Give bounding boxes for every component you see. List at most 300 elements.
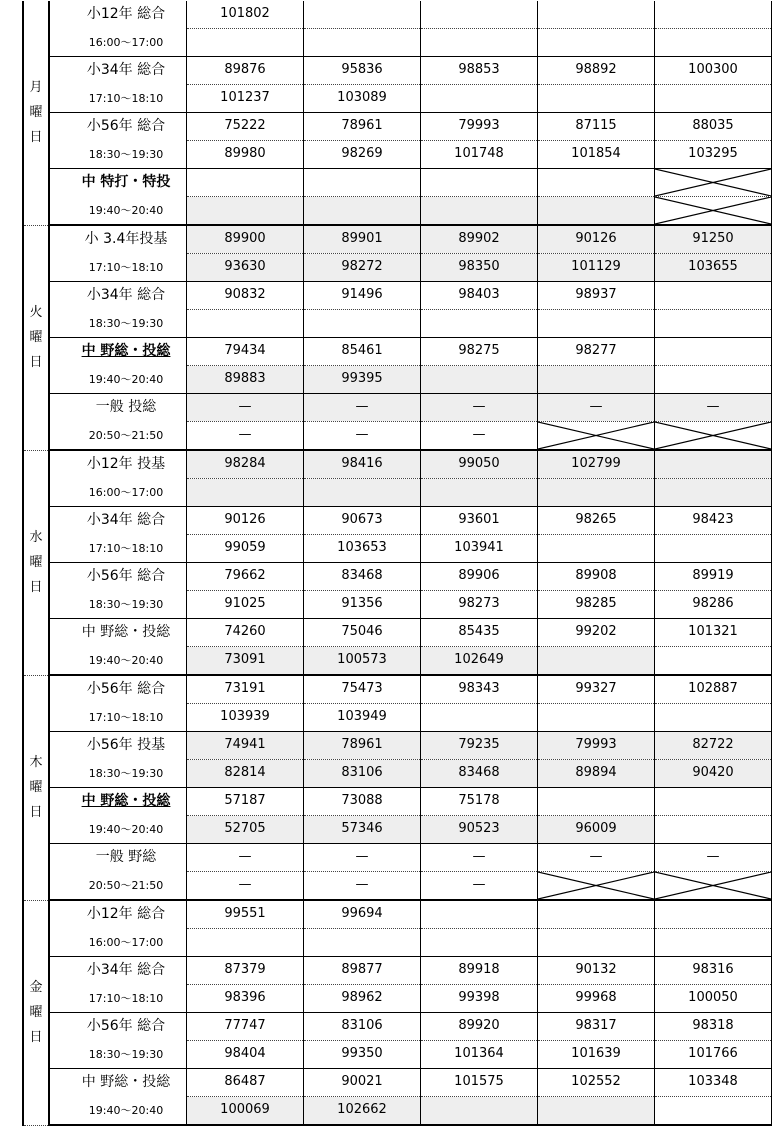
member-number-cell <box>421 619 538 647</box>
day-label <box>23 225 49 450</box>
class-name-cell <box>49 113 187 141</box>
member-number-cell <box>304 929 421 957</box>
member-number: 98423 <box>692 512 734 527</box>
member-number-cell <box>538 535 655 563</box>
member-number: 99694 <box>341 906 383 921</box>
member-number: 77747 <box>224 1018 266 1033</box>
member-number: 93601 <box>458 512 500 527</box>
member-number-cell <box>421 732 538 760</box>
member-number: — <box>238 849 252 864</box>
table-row <box>23 282 772 310</box>
member-number: 99050 <box>458 456 500 471</box>
member-number: 101237 <box>220 90 270 105</box>
member-number: 90021 <box>341 1074 383 1089</box>
member-number: 95836 <box>341 62 383 77</box>
table-row <box>23 1 772 29</box>
class-name-cell <box>49 675 187 704</box>
unavailable-cell <box>655 169 772 197</box>
table-row <box>23 844 772 872</box>
class-name: 小12年 投基 <box>86 456 166 472</box>
member-number: 100050 <box>688 990 738 1005</box>
table-row <box>23 591 772 619</box>
member-number-cell <box>421 929 538 957</box>
table-row <box>23 450 772 479</box>
member-number-cell <box>538 225 655 254</box>
class-time: 18:30～19:30 <box>88 1047 164 1061</box>
member-number-cell <box>655 900 772 929</box>
member-number: 99327 <box>575 681 617 696</box>
class-time: 18:30～19:30 <box>88 316 164 330</box>
member-number: 98277 <box>575 343 617 358</box>
class-time: 17:10～18:10 <box>88 710 164 724</box>
table-row <box>23 1041 772 1069</box>
table-row <box>23 900 772 929</box>
member-number-cell <box>304 563 421 591</box>
member-number: 98350 <box>458 259 500 274</box>
member-number-cell <box>304 422 421 451</box>
member-number: — <box>589 849 603 864</box>
member-number: 98285 <box>575 596 617 611</box>
member-number: 98343 <box>458 681 500 696</box>
member-number: 98273 <box>458 596 500 611</box>
member-number: 101321 <box>688 624 738 639</box>
member-number-cell <box>655 338 772 366</box>
member-number-cell <box>655 450 772 479</box>
class-name: 小34年 総合 <box>86 62 166 78</box>
member-number: 98269 <box>341 146 383 161</box>
member-number-cell <box>304 113 421 141</box>
member-number-cell <box>304 1013 421 1041</box>
class-name: 小56年 投基 <box>86 737 166 753</box>
class-time-cell <box>49 366 187 394</box>
member-number-cell <box>187 816 304 844</box>
member-number-cell <box>187 900 304 929</box>
cross-mark-icon <box>538 872 654 899</box>
table-row <box>23 647 772 676</box>
member-number-cell <box>304 591 421 619</box>
member-number-cell <box>538 816 655 844</box>
member-number: 75046 <box>341 624 383 639</box>
member-number-cell <box>655 985 772 1013</box>
member-number: 90126 <box>224 512 266 527</box>
member-number-cell <box>538 197 655 226</box>
member-number-cell <box>421 479 538 507</box>
member-number-cell <box>304 732 421 760</box>
table-row <box>23 169 772 197</box>
member-number: 85461 <box>341 343 383 358</box>
class-name-cell <box>49 507 187 535</box>
member-number: 100573 <box>337 652 387 667</box>
member-number-cell <box>538 29 655 57</box>
member-number: — <box>472 399 486 414</box>
member-number: 74941 <box>224 737 266 752</box>
cross-mark-icon <box>538 422 654 449</box>
class-name: 小56年 総合 <box>86 681 166 697</box>
table-row <box>23 957 772 985</box>
member-number: 98396 <box>224 990 266 1005</box>
member-number-cell <box>187 535 304 563</box>
member-number: 101766 <box>688 1046 738 1061</box>
class-time: 19:40～20:40 <box>88 372 164 386</box>
member-number-cell <box>538 591 655 619</box>
class-time: 16:00～17:00 <box>88 485 164 499</box>
member-number-cell <box>538 704 655 732</box>
member-number-cell <box>187 957 304 985</box>
member-number-cell <box>538 507 655 535</box>
member-number: 90420 <box>692 765 734 780</box>
member-number: 89906 <box>458 568 500 583</box>
class-name: 小56年 総合 <box>86 1018 166 1034</box>
member-number: 103295 <box>688 146 738 161</box>
member-number-cell <box>655 394 772 422</box>
class-time-cell <box>49 1097 187 1126</box>
table-row <box>23 1013 772 1041</box>
member-number-cell <box>187 1097 304 1126</box>
member-number-cell <box>421 675 538 704</box>
member-number-cell <box>304 310 421 338</box>
class-time: 18:30～19:30 <box>88 597 164 611</box>
member-number-cell <box>538 57 655 85</box>
member-number: 89920 <box>458 1018 500 1033</box>
class-name: 一般 野総 <box>95 849 157 865</box>
member-number-cell <box>538 113 655 141</box>
member-number-cell <box>187 647 304 676</box>
member-number: 101129 <box>571 259 621 274</box>
member-number: 75473 <box>341 681 383 696</box>
member-number-cell <box>421 507 538 535</box>
class-time: 19:40～20:40 <box>88 203 164 217</box>
day-label-text: 水曜日 <box>29 530 43 595</box>
member-number-cell <box>421 816 538 844</box>
class-name-cell <box>49 169 187 197</box>
member-number-cell <box>655 704 772 732</box>
class-name-cell <box>49 1013 187 1041</box>
member-number-cell <box>304 338 421 366</box>
member-number-cell <box>304 394 421 422</box>
member-number: 91356 <box>341 596 383 611</box>
member-number-cell <box>421 450 538 479</box>
member-number: — <box>706 849 720 864</box>
member-number-cell <box>304 704 421 732</box>
table-row <box>23 57 772 85</box>
table-row <box>23 113 772 141</box>
member-number-cell <box>655 366 772 394</box>
cross-mark-icon <box>655 169 771 196</box>
member-number: 98316 <box>692 962 734 977</box>
member-number-cell <box>187 760 304 788</box>
member-number-cell <box>421 338 538 366</box>
member-number-cell <box>187 1013 304 1041</box>
member-number-cell <box>655 535 772 563</box>
member-number: 102662 <box>337 1102 387 1117</box>
member-number: 99202 <box>575 624 617 639</box>
class-name: 小56年 総合 <box>86 118 166 134</box>
member-number-cell <box>421 85 538 113</box>
member-number: 75178 <box>458 793 500 808</box>
member-number-cell <box>421 422 538 451</box>
member-number: 85435 <box>458 624 500 639</box>
day-label-text: 月曜日 <box>29 80 43 146</box>
member-number: — <box>472 877 486 892</box>
class-time-cell <box>49 197 187 226</box>
class-time: 17:10～18:10 <box>88 541 164 555</box>
member-number: 100300 <box>688 62 738 77</box>
member-number-cell <box>655 310 772 338</box>
member-number-cell <box>655 732 772 760</box>
class-time: 17:10～18:10 <box>88 260 164 274</box>
member-number-cell <box>655 760 772 788</box>
member-number-cell <box>187 704 304 732</box>
member-number-cell <box>538 985 655 1013</box>
class-time-cell <box>49 254 187 282</box>
member-number-cell <box>421 563 538 591</box>
member-number: 90832 <box>224 287 266 302</box>
member-number-cell <box>304 1 421 29</box>
member-number-cell <box>421 1069 538 1097</box>
class-time-cell <box>49 535 187 563</box>
class-time-cell <box>49 816 187 844</box>
member-number-cell <box>187 57 304 85</box>
member-number-cell <box>304 1041 421 1069</box>
class-time-cell <box>49 704 187 732</box>
member-number-cell <box>655 141 772 169</box>
member-number: 98892 <box>575 62 617 77</box>
member-number-cell <box>187 29 304 57</box>
member-number-cell <box>304 647 421 676</box>
table-row <box>23 788 772 816</box>
member-number: 52705 <box>224 821 266 836</box>
member-number: 89883 <box>224 371 266 386</box>
member-number-cell <box>304 788 421 816</box>
day-label-text: 木曜日 <box>29 755 43 820</box>
class-name: 小12年 総合 <box>86 906 166 922</box>
class-time-cell <box>49 872 187 901</box>
member-number-cell <box>304 197 421 226</box>
member-number-cell <box>421 197 538 226</box>
member-number: 78961 <box>341 737 383 752</box>
class-name-cell <box>49 900 187 929</box>
member-number: 98286 <box>692 596 734 611</box>
member-number-cell <box>538 310 655 338</box>
member-number: 89908 <box>575 568 617 583</box>
member-number-cell <box>187 85 304 113</box>
member-number-cell <box>187 282 304 310</box>
table-row <box>23 704 772 732</box>
day-label <box>23 1 49 225</box>
member-number-cell <box>421 591 538 619</box>
member-number: 89876 <box>224 62 266 77</box>
member-number: 98275 <box>458 343 500 358</box>
member-number: 89900 <box>224 231 266 246</box>
member-number-cell <box>421 760 538 788</box>
member-number-cell <box>187 563 304 591</box>
member-number-cell <box>421 57 538 85</box>
table-row <box>23 225 772 254</box>
member-number: 98403 <box>458 287 500 302</box>
member-number-cell <box>538 844 655 872</box>
class-time-cell <box>49 591 187 619</box>
member-number-cell <box>538 1097 655 1126</box>
class-time: 16:00～17:00 <box>88 35 164 49</box>
member-number-cell <box>655 816 772 844</box>
table-row <box>23 619 772 647</box>
class-name: 中 野総・投総 <box>81 793 171 809</box>
member-number-cell <box>421 254 538 282</box>
member-number: 83106 <box>341 1018 383 1033</box>
member-number: 89902 <box>458 231 500 246</box>
member-number: 99059 <box>224 540 266 555</box>
member-number-cell <box>304 254 421 282</box>
member-number: 91496 <box>341 287 383 302</box>
class-name-cell <box>49 619 187 647</box>
member-number-cell <box>304 1097 421 1126</box>
member-number-cell <box>304 872 421 901</box>
member-number: 99395 <box>341 371 383 386</box>
table-row <box>23 254 772 282</box>
member-number-cell <box>538 169 655 197</box>
member-number: 90132 <box>575 962 617 977</box>
member-number-cell <box>421 704 538 732</box>
member-number-cell <box>655 254 772 282</box>
member-number: 103939 <box>220 709 270 724</box>
member-number-cell <box>304 957 421 985</box>
member-number-cell <box>187 169 304 197</box>
member-number-cell <box>538 647 655 676</box>
member-number-cell <box>421 1 538 29</box>
unavailable-cell <box>655 197 772 226</box>
unavailable-cell <box>538 872 655 901</box>
table-row <box>23 366 772 394</box>
member-number: 89918 <box>458 962 500 977</box>
member-number: 98416 <box>341 456 383 471</box>
member-number-cell <box>655 591 772 619</box>
table-row <box>23 1097 772 1126</box>
member-number: 79434 <box>224 343 266 358</box>
member-number-cell <box>421 957 538 985</box>
member-number-cell <box>538 366 655 394</box>
member-number-cell <box>421 225 538 254</box>
member-number: 89919 <box>692 568 734 583</box>
class-time: 18:30～19:30 <box>88 147 164 161</box>
table-row <box>23 422 772 451</box>
member-number: — <box>238 877 252 892</box>
member-number-cell <box>655 57 772 85</box>
member-number-cell <box>538 450 655 479</box>
day-label <box>23 450 49 675</box>
member-number-cell <box>655 1097 772 1126</box>
unavailable-cell <box>655 422 772 451</box>
member-number-cell <box>538 619 655 647</box>
table-row <box>23 929 772 957</box>
class-name-cell <box>49 1069 187 1097</box>
member-number-cell <box>187 366 304 394</box>
member-number: 73091 <box>224 652 266 667</box>
day-label-text: 金曜日 <box>29 980 43 1045</box>
class-time-cell <box>49 760 187 788</box>
member-number: 101802 <box>220 6 270 21</box>
member-number-cell <box>421 647 538 676</box>
member-number: 88035 <box>692 118 734 133</box>
member-number-cell <box>304 760 421 788</box>
member-number-cell <box>538 563 655 591</box>
unavailable-cell <box>655 872 772 901</box>
class-name-cell <box>49 57 187 85</box>
table-row <box>23 535 772 563</box>
member-number-cell <box>187 619 304 647</box>
class-time-cell <box>49 647 187 676</box>
member-number-cell <box>187 394 304 422</box>
class-name-cell <box>49 338 187 366</box>
member-number-cell <box>538 929 655 957</box>
class-name-cell <box>49 732 187 760</box>
member-number: 102799 <box>571 456 621 471</box>
member-number-cell <box>187 422 304 451</box>
class-time: 19:40～20:40 <box>88 1103 164 1117</box>
member-number: 89901 <box>341 231 383 246</box>
table-row <box>23 85 772 113</box>
class-name-cell <box>49 282 187 310</box>
member-number-cell <box>187 479 304 507</box>
member-number: 101364 <box>454 1046 504 1061</box>
member-number-cell <box>421 29 538 57</box>
class-name-cell <box>49 788 187 816</box>
table-row <box>23 338 772 366</box>
member-number-cell <box>304 900 421 929</box>
member-number: 91025 <box>224 596 266 611</box>
class-name: 中 野総・投総 <box>81 1074 171 1090</box>
member-number-cell <box>304 816 421 844</box>
table-row <box>23 394 772 422</box>
member-number: 90126 <box>575 231 617 246</box>
class-name: 小34年 総合 <box>86 962 166 978</box>
table-row <box>23 1069 772 1097</box>
member-number-cell <box>421 872 538 901</box>
member-number-cell <box>655 647 772 676</box>
member-number-cell <box>538 1013 655 1041</box>
member-number: 101639 <box>571 1046 621 1061</box>
member-number: — <box>472 427 486 442</box>
member-number-cell <box>655 1 772 29</box>
member-number: 79662 <box>224 568 266 583</box>
member-number: 73088 <box>341 793 383 808</box>
cross-mark-icon <box>655 422 771 449</box>
member-number: 101854 <box>571 146 621 161</box>
table-row <box>23 675 772 704</box>
member-number-cell <box>421 1041 538 1069</box>
schedule-table <box>22 1 772 1126</box>
member-number-cell <box>538 1 655 29</box>
member-number-cell <box>655 225 772 254</box>
member-number: 82722 <box>692 737 734 752</box>
table-row <box>23 760 772 788</box>
member-number: — <box>238 427 252 442</box>
class-time: 20:50～21:50 <box>88 878 164 892</box>
member-number-cell <box>304 619 421 647</box>
member-number-cell <box>538 394 655 422</box>
member-number: 90673 <box>341 512 383 527</box>
member-number-cell <box>538 732 655 760</box>
member-number-cell <box>187 225 304 254</box>
member-number: — <box>238 399 252 414</box>
class-time-cell <box>49 422 187 451</box>
member-number: 98937 <box>575 287 617 302</box>
member-number-cell <box>655 479 772 507</box>
member-number: 87379 <box>224 962 266 977</box>
class-time-cell <box>49 479 187 507</box>
member-number: 103655 <box>688 259 738 274</box>
member-number-cell <box>655 619 772 647</box>
member-number-cell <box>304 675 421 704</box>
